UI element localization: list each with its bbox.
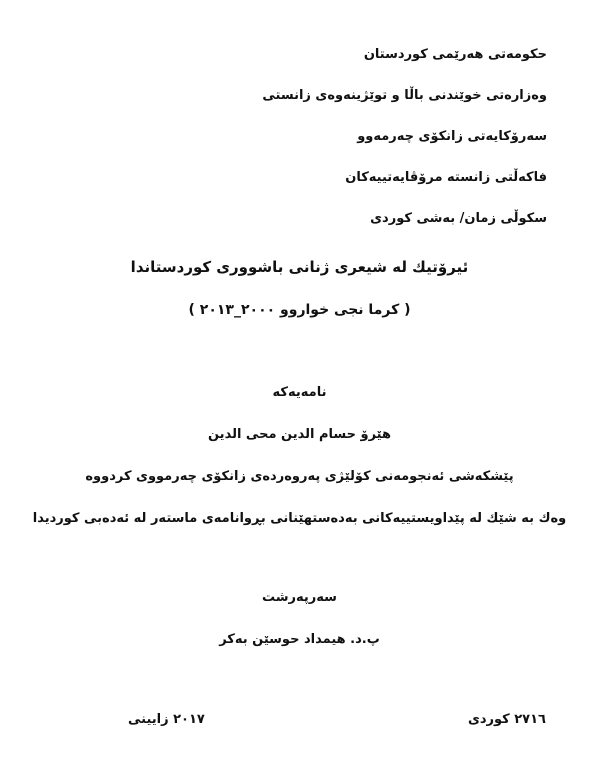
- gregorian-year: ٢٠١٧ زایینی: [128, 712, 205, 727]
- ministry-name: وەزارەتی خوێندنی باڵا و توێژینەوەی زانستی: [262, 88, 547, 103]
- submission-statement: پێشکەشی ئەنجومەنی کۆلێژی پەروەردەی زانکۆی چەرمووی کردووە: [85, 469, 514, 484]
- faculty-name: فاکەڵتی زانستە مرۆڤایەتییەکان: [345, 170, 547, 185]
- university-name: سەرۆکایەتی زانکۆی چەرمەوو: [357, 129, 547, 144]
- department-name: سکوڵی زمان/ بەشی کوردی: [370, 211, 547, 226]
- author-name: هێرۆ حسام الدین محی الدین: [207, 427, 392, 442]
- kurdish-year: ٢٧١٦ کوردی: [467, 712, 546, 727]
- thesis-title: ئیرۆتیك لە شیعری ژنانی باشووری کوردستاندا: [130, 258, 469, 276]
- thesis-label: نامەیەکە: [272, 385, 327, 400]
- degree-purpose: وەك بە شێك لە پێداویستییەکانی بەدەستهێنانی بڕوانامەی ماستەر لە ئەدەبی کوردیدا: [32, 511, 567, 526]
- thesis-subtitle: ( کرما نجی خواروو ٢٠٠٠_٢٠١٣ ): [188, 302, 411, 318]
- supervision-label: سەرپەرشت: [262, 590, 337, 605]
- government-name: حکومەتی هەرێمی کوردستان: [363, 47, 547, 62]
- supervisor-name: پ.د. هیمداد حوسێن بەکر: [219, 632, 380, 647]
